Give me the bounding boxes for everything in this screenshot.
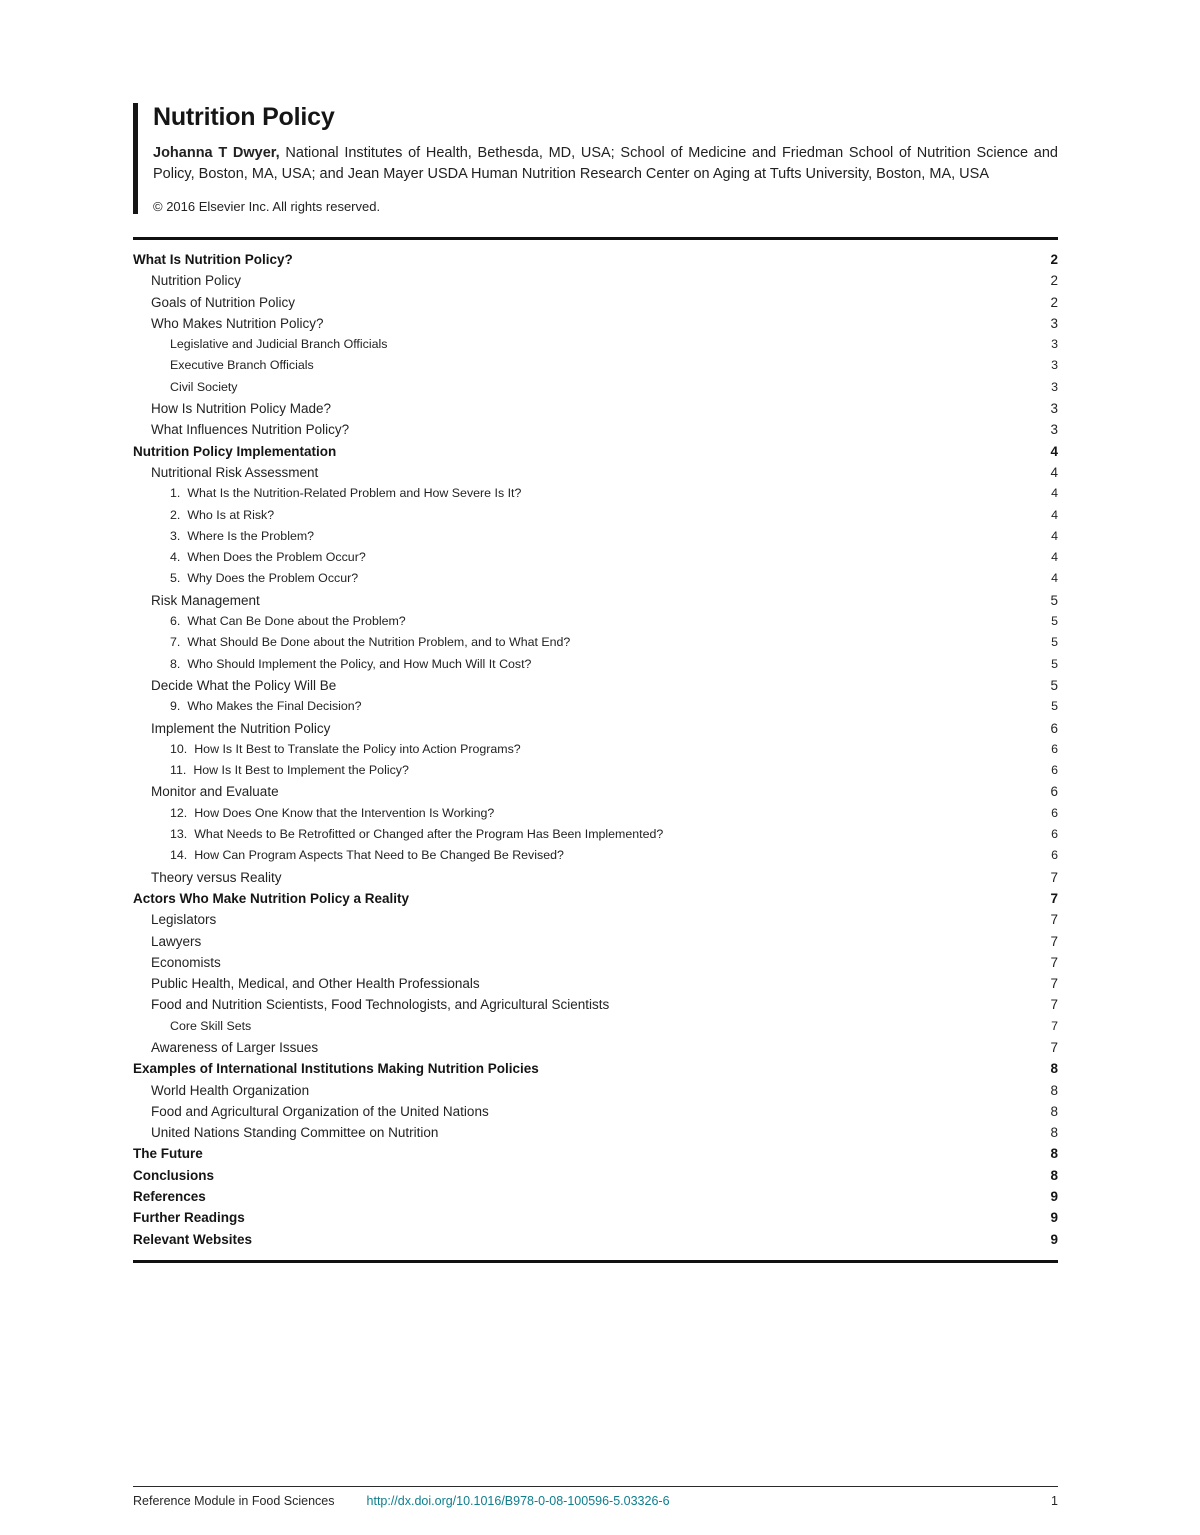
toc-entry-label: 5. Why Does the Problem Occur? <box>133 568 1034 589</box>
toc-entry <box>133 739 1058 760</box>
toc-entry-number: 8. <box>170 656 181 671</box>
toc-entry-label: References <box>133 1189 206 1205</box>
toc-entry-page: 9 <box>1050 1231 1058 1247</box>
toc-entry-number: 4. <box>170 550 181 565</box>
toc-entry <box>133 909 1058 930</box>
toc-entry-label: 8. Who Should Implement the Policy, and How Much Will It Cost? <box>133 654 1034 675</box>
toc-entry-page: 3 <box>1051 358 1058 373</box>
toc-entry <box>133 1101 1058 1122</box>
toc-entry <box>133 483 1058 504</box>
toc-entry-page: 4 <box>1051 571 1058 586</box>
toc-entry-page: 8 <box>1050 1061 1058 1077</box>
table-of-contents <box>133 237 1058 1263</box>
toc-entry-page: 6 <box>1050 784 1058 800</box>
toc-entry-label: 6. What Can Be Done about the Problem? <box>133 611 1034 632</box>
toc-entry-label: Further Readings <box>133 1210 245 1226</box>
toc-entry-label: 10. How Is It Best to Translate the Policy into Action Programs? <box>133 739 1034 760</box>
toc-entry-label: World Health Organization <box>151 1082 310 1098</box>
toc-entry-page: 6 <box>1051 763 1058 778</box>
toc-entry-label: Implement the Nutrition Policy <box>151 720 331 736</box>
toc-entry-page: 4 <box>1051 550 1058 565</box>
toc-entry <box>133 441 1058 462</box>
toc-entry <box>133 334 1058 355</box>
toc-entry-label: 9. Who Makes the Final Decision? <box>133 696 1034 717</box>
toc-entry-label: 13. What Needs to Be Retrofitted or Changed after the Program Has Been Implemented? <box>133 824 1034 845</box>
toc-entry-number: 6. <box>170 614 181 629</box>
toc-entry <box>133 1143 1058 1164</box>
toc-entry-label: Food and Nutrition Scientists, Food Technologists, and Agricultural Scientists <box>151 997 610 1013</box>
toc-entry-label: Core Skill Sets <box>170 1018 252 1033</box>
toc-entry-page: 6 <box>1050 720 1058 736</box>
toc-entry-number: 14. <box>170 848 188 863</box>
toc-entry <box>133 973 1058 994</box>
toc-entry-page: 4 <box>1051 507 1058 522</box>
toc-entry <box>133 526 1058 547</box>
toc-entry-page: 6 <box>1051 827 1058 842</box>
toc-entry-label: Risk Management <box>151 592 260 608</box>
toc-entry <box>133 1058 1058 1079</box>
toc-entry-label: Who Makes Nutrition Policy? <box>151 315 324 331</box>
toc-entry-page: 5 <box>1051 699 1058 714</box>
toc-entry <box>133 803 1058 824</box>
toc-entry-page: 3 <box>1051 379 1058 394</box>
toc-entry-page: 6 <box>1051 805 1058 820</box>
toc-entry-page: 7 <box>1050 869 1058 885</box>
toc-entry <box>133 952 1058 973</box>
toc-entry <box>133 1080 1058 1101</box>
toc-entry-label: Examples of International Institutions Making Nutrition Policies <box>133 1061 539 1077</box>
toc-entry-number: 13. <box>170 827 188 842</box>
toc-entry-number: 10. <box>170 741 188 756</box>
toc-entry <box>133 611 1058 632</box>
toc-entry <box>133 419 1058 440</box>
byline <box>153 143 1058 185</box>
toc-entry-page: 8 <box>1050 1146 1058 1162</box>
toc-entry-label: Nutritional Risk Assessment <box>151 464 319 480</box>
toc-entry <box>133 313 1058 334</box>
toc-entry <box>133 398 1058 419</box>
toc-entry <box>133 994 1058 1015</box>
toc-entry-label: Lawyers <box>151 933 202 949</box>
author-affiliations: National Institutes of Health, Bethesda, MD, USA; School of Medicine and Friedman School of Nutrition Science and Policy, Boston, MA, USA; and Jean Mayer USDA Human Nutrition Research Center on Aging at Tufts University, Boston, MA, USA <box>153 145 1058 183</box>
toc-entry-label: Executive Branch Officials <box>170 358 314 373</box>
toc-entry <box>133 867 1058 888</box>
toc-entry-page: 3 <box>1050 401 1058 417</box>
toc-entry-number: 5. <box>170 571 181 586</box>
toc-entry <box>133 1165 1058 1186</box>
toc-entry-page: 9 <box>1050 1210 1058 1226</box>
doi-link[interactable]: http://dx.doi.org/10.1016/B978-0-08-100596-5.03326-6 <box>366 1494 670 1508</box>
toc-entry-label: Monitor and Evaluate <box>151 784 279 800</box>
copyright-notice: © 2016 Elsevier Inc. All rights reserved. <box>153 199 381 215</box>
article-title: Nutrition Policy <box>153 103 335 131</box>
toc-entry-label: Public Health, Medical, and Other Health Professionals <box>151 976 480 992</box>
toc-entry <box>133 1229 1058 1250</box>
toc-entry-label: 1. What Is the Nutrition-Related Problem and How Severe Is It? <box>133 483 1034 504</box>
toc-entry-page: 8 <box>1050 1125 1058 1141</box>
toc-entry-page: 3 <box>1051 337 1058 352</box>
toc-entry-label: 3. Where Is the Problem? <box>133 526 1034 547</box>
toc-entry <box>133 888 1058 909</box>
toc-entry-page: 9 <box>1050 1189 1058 1205</box>
toc-entry <box>133 632 1058 653</box>
toc-entry-label: Nutrition Policy Implementation <box>133 443 337 459</box>
toc-entry-page: 7 <box>1050 912 1058 928</box>
toc-entry-number: 2. <box>170 507 181 522</box>
author-name: Johanna T Dwyer, <box>153 145 280 161</box>
toc-entry-label: Economists <box>151 954 221 970</box>
toc-entry-page: 6 <box>1051 848 1058 863</box>
toc-entry-number: 12. <box>170 805 188 820</box>
toc-entry-label: How Is Nutrition Policy Made? <box>151 401 332 417</box>
toc-entry <box>133 590 1058 611</box>
toc-entry <box>133 675 1058 696</box>
toc-entry-label: United Nations Standing Committee on Nutrition <box>151 1125 439 1141</box>
toc-entry-label: Legislative and Judicial Branch Officials <box>170 337 388 352</box>
toc-entry-label: Relevant Websites <box>133 1231 253 1247</box>
toc-entry <box>133 355 1058 376</box>
toc-entry-page: 3 <box>1050 315 1058 331</box>
toc-entry-number: 3. <box>170 528 181 543</box>
toc-entry-page: 4 <box>1051 528 1058 543</box>
page-number: 1 <box>1051 1494 1058 1508</box>
footer-source: Reference Module in Food Sciences <box>133 1494 335 1508</box>
toc-entry-page: 4 <box>1050 464 1058 480</box>
toc-entry-page: 8 <box>1050 1167 1058 1183</box>
toc-entry-label: Nutrition Policy <box>151 273 242 289</box>
toc-entry <box>133 547 1058 568</box>
toc-entry <box>133 931 1058 952</box>
toc-entry-label: Conclusions <box>133 1167 215 1183</box>
toc-entry-label: Goals of Nutrition Policy <box>151 294 296 310</box>
toc-entry-label: 12. How Does One Know that the Intervention Is Working? <box>133 803 1034 824</box>
toc-entry <box>133 1207 1058 1228</box>
toc-entry <box>133 292 1058 313</box>
toc-entry-page: 6 <box>1051 741 1058 756</box>
toc-entry-page: 5 <box>1050 677 1058 693</box>
toc-entry <box>133 781 1058 802</box>
toc-entry-label: 11. How Is It Best to Implement the Policy? <box>133 760 1034 781</box>
toc-entry-label: Food and Agricultural Organization of the United Nations <box>151 1103 489 1119</box>
toc-entry-number: 9. <box>170 699 181 714</box>
toc-entry-label: 14. How Can Program Aspects That Need to Be Changed Be Revised? <box>133 845 1034 866</box>
toc-entry-page: 7 <box>1050 890 1058 906</box>
toc-entry <box>133 249 1058 270</box>
toc-entry <box>133 568 1058 589</box>
toc-entry-page: 5 <box>1051 656 1058 671</box>
toc-entry <box>133 1037 1058 1058</box>
toc-entry-label: 2. Who Is at Risk? <box>133 505 1034 526</box>
toc-entry-page: 7 <box>1050 976 1058 992</box>
toc-entry-page: 7 <box>1050 1039 1058 1055</box>
toc-entry <box>133 1122 1058 1143</box>
toc-entry <box>133 696 1058 717</box>
toc-entry <box>133 718 1058 739</box>
toc-entry <box>133 1016 1058 1037</box>
toc-entry-label: 4. When Does the Problem Occur? <box>133 547 1034 568</box>
toc-entry-page: 7 <box>1050 954 1058 970</box>
toc-entry <box>133 270 1058 291</box>
toc-entry-page: 5 <box>1051 635 1058 650</box>
toc-entry-page: 2 <box>1050 294 1058 310</box>
toc-entry <box>133 377 1058 398</box>
toc-entry-label: The Future <box>133 1146 203 1162</box>
toc-entry-page: 7 <box>1051 1018 1058 1033</box>
toc-entry-page: 5 <box>1050 592 1058 608</box>
toc-entry-label: Awareness of Larger Issues <box>151 1039 319 1055</box>
toc-entry <box>133 654 1058 675</box>
toc-entry-number: 7. <box>170 635 181 650</box>
toc-entry <box>133 1186 1058 1207</box>
toc-entry-page: 3 <box>1050 422 1058 438</box>
article-header <box>133 103 1058 214</box>
toc-entry <box>133 845 1058 866</box>
toc-entry-page: 4 <box>1050 443 1058 459</box>
toc-entry <box>133 462 1058 483</box>
toc-entry-label: What Influences Nutrition Policy? <box>151 422 350 438</box>
toc-entry-label: 7. What Should Be Done about the Nutrition Problem, and to What End? <box>133 632 1034 653</box>
toc-entry-page: 2 <box>1050 273 1058 289</box>
toc-entry-number: 1. <box>170 486 181 501</box>
toc-entry-label: Actors Who Make Nutrition Policy a Reality <box>133 890 410 906</box>
toc-entry <box>133 505 1058 526</box>
toc-entry <box>133 824 1058 845</box>
toc-entry-label: Legislators <box>151 912 217 928</box>
toc-entry-page: 8 <box>1050 1103 1058 1119</box>
toc-entry-page: 4 <box>1051 486 1058 501</box>
toc-entry-label: What Is Nutrition Policy? <box>133 252 293 267</box>
toc-entry-page: 7 <box>1050 933 1058 949</box>
toc-entry-label: Decide What the Policy Will Be <box>151 677 337 693</box>
toc-entry <box>133 760 1058 781</box>
toc-entry-label: Civil Society <box>170 379 238 394</box>
toc-entry-page: 2 <box>1050 252 1058 267</box>
toc-entry-page: 8 <box>1050 1082 1058 1098</box>
toc-entry-page: 7 <box>1050 997 1058 1013</box>
page-footer <box>133 1486 1058 1508</box>
toc-entry-label: Theory versus Reality <box>151 869 282 885</box>
toc-entry-page: 5 <box>1051 614 1058 629</box>
toc-entry-number: 11. <box>170 763 187 778</box>
